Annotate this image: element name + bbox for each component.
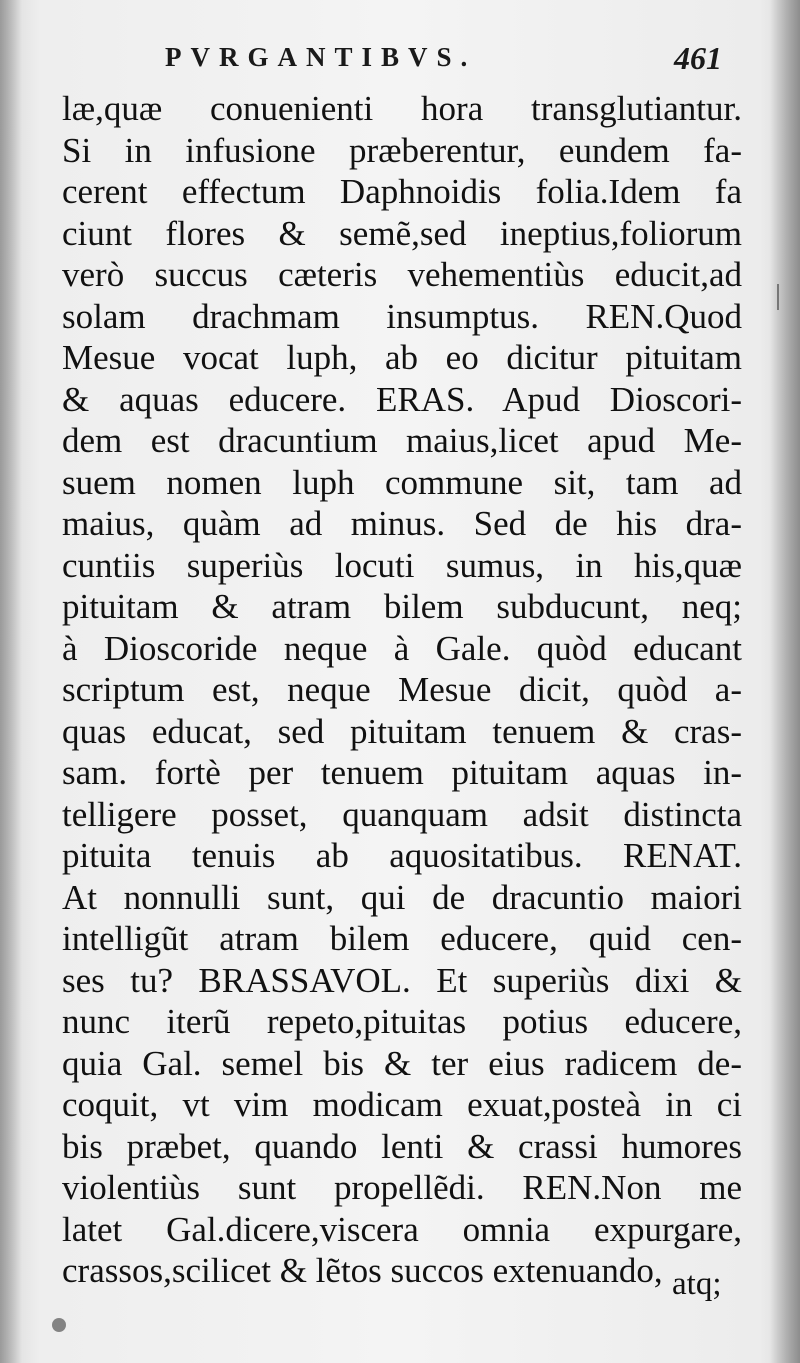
- page-gutter-shadow: [0, 0, 22, 1363]
- text-line: cuntiis superiùs locuti sumus, in his,quæ: [62, 545, 742, 585]
- text-line: nunc iterũ repeto,pituitas potius educere,: [62, 1002, 742, 1041]
- text-line: scriptum est, neque Mesue dicit, quòd a-: [62, 670, 742, 709]
- text-line: ses tu? BRASSAVOL. Et superiùs dixi &: [62, 960, 742, 1000]
- text-line: Si in infusione præberentur, eundem fa-: [62, 130, 742, 170]
- text-line: à Dioscoride neque à Gale. quòd educant: [62, 628, 742, 668]
- running-head: PVRGANTIBVS.: [165, 42, 477, 72]
- text-line: maius, quàm ad minus. Sed de his dra-: [62, 504, 742, 543]
- text-line: telligere posset, quanquam adsit distincta: [62, 794, 742, 834]
- text-line: ciunt flores & semẽ,sed ineptius,foliorum: [62, 213, 742, 253]
- ink-blot: [52, 1318, 66, 1332]
- text-line: coquit, vt vim modicam exuat,posteà in ci: [62, 1085, 742, 1124]
- text-line: quas educat, sed pituitam tenuem & cras-: [62, 711, 742, 751]
- page-header: [0, 38, 800, 78]
- text-line: pituita tenuis ab aquositatibus. RENAT.: [62, 836, 742, 875]
- text-line: cerent effectum Daphnoidis folia.Idem fa: [62, 172, 742, 211]
- text-line: solam drachmam insumptus. REN.Quod: [62, 296, 742, 336]
- text-line: & aquas educere. ERAS. Apud Dioscori-: [62, 379, 742, 419]
- text-line: læ,quæ conuenienti hora transglutiantur.: [62, 89, 742, 128]
- text-line: bis præbet, quando lenti & crassi humores: [62, 1126, 742, 1166]
- text-line: intelligũt atram bilem educere, quid cen-: [62, 919, 742, 958]
- text-line: At nonnulli sunt, qui de dracuntio maiori: [62, 877, 742, 917]
- margin-mark: [777, 284, 779, 310]
- text-line: latet Gal.dicere,viscera omnia expurgare,: [62, 1209, 742, 1249]
- text-line: sam. fortè per tenuem pituitam aquas in-: [62, 753, 742, 792]
- body-text: [62, 88, 742, 1292]
- page-edge-shadow: [770, 0, 800, 1363]
- text-line: verò succus cæteris vehementiùs educit,ad: [62, 255, 742, 294]
- text-line: suem nomen luph commune sit, tam ad: [62, 462, 742, 502]
- catchword: atq;: [672, 1266, 722, 1302]
- text-line: pituitam & atram bilem subducunt, neq;: [62, 587, 742, 626]
- text-line: Mesue vocat luph, ab eo dicitur pituitam: [62, 338, 742, 377]
- text-line: dem est dracuntium maius,licet apud Me-: [62, 421, 742, 460]
- text-line: crassos,scilicet & lẽtos succos extenuando,: [62, 1251, 663, 1290]
- text-line: violentiùs sunt propellẽdi. REN.Non me: [62, 1168, 742, 1207]
- page-number: 461: [674, 40, 722, 76]
- text-line: quia Gal. semel bis & ter eius radicem de-: [62, 1043, 742, 1083]
